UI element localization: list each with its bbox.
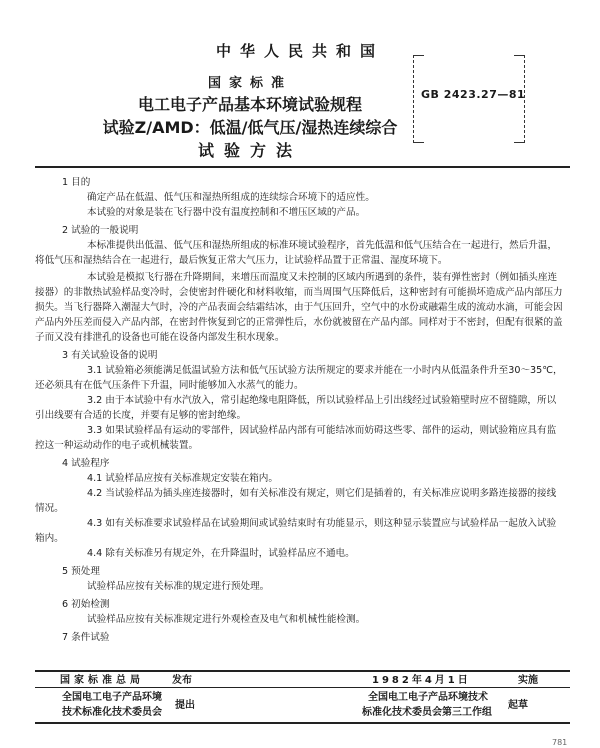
section-heading: 3 有关试验设备的说明 [62, 350, 158, 361]
section-heading: 5 预处理 [62, 566, 100, 577]
country-name: 中华人民共和国 [215, 42, 384, 60]
paragraph: 本试验的对象是装在飞行器中没有温度控制和不增压区域的产品。 [87, 207, 366, 218]
section-heading: 7 条件试验 [62, 632, 110, 643]
paragraph: 本试验是模拟飞行器在升降期间，来增压而温度又未控制的区域内所遇到的条件，装有弹性密封（例如插头座连接器）的非散热试验样品变冷时，会使密封件硬化和材料收缩，而当周围气压降低后，这种密封有可能损坏造成产品内部压力损失。当飞行器降入潮湿大气时，冷的产品表面会结霜结冰，由于气压回升，空气中的水份或融霜生成的流动水滴，可能会因产品内外压差而侵入产品内部，在密封件恢复到它的正常弹性后，水份就被留在产品内部。同样对于不密封，但配有很紧的盖子而又没有排泄孔的设备也可能在设备内部发生积水现象。 [35, 272, 563, 343]
standard-label: 国家标准 [207, 76, 292, 91]
drafter-line-1: 全国电工电子产品环境技术 [368, 692, 488, 703]
paragraph: 本标准提供出低温、低气压和湿热所组成的标准环境试验程序，首先低温和低气压结合在一起进行，然后升温，将低气压和湿热结合在一起进行，最后恢复正常大气压力，让试验样品置于正常温、湿度环境下。 [35, 240, 558, 266]
paragraph: 4.1 试验样品应按有关标准规定安装在箱内。 [87, 473, 278, 484]
document-body [35, 175, 565, 645]
section-heading: 4 试验程序 [62, 458, 110, 469]
box-corner [514, 142, 524, 143]
box-corner [514, 55, 524, 56]
paragraph: 确定产品在低温、低气压和湿热所组成的连续综合环境下的适应性。 [87, 192, 375, 203]
paragraph: 4.4 除有关标准另有规定外，在升降温时，试验样品应不通电。 [87, 548, 355, 559]
footer-divider-top [35, 670, 570, 672]
proposer-line-1: 全国电工电子产品环境 [62, 692, 162, 703]
effective-date: 1982年4月1日 [372, 675, 471, 686]
proposer-line-2: 技术标准化技术委员会 [62, 707, 162, 718]
title-line-1: 电工电子产品基本环境试验规程 [137, 95, 362, 114]
draft-label: 起草 [508, 700, 528, 711]
publisher: 国家标准总局 [60, 675, 144, 686]
page-number: 781 [552, 738, 568, 747]
footer-divider-mid [35, 687, 570, 688]
paragraph: 4.2 当试验样品为插头座连接器时，如有关标准没有规定，则它们是插着的，有关标准应说明多路连接器的接线情况。 [35, 488, 557, 514]
gb-code: GB 2423.27—81 [421, 88, 526, 101]
paragraph: 3.3 如果试验样品有运动的零部件，因试验样品内部有可能结冰而妨碍这些零、部件的运动，则试验箱应具有监控这一种运动动作的电子或机械装置。 [35, 425, 557, 451]
drafter-line-2: 标准化技术委员会第三工作组 [362, 707, 492, 718]
propose-label: 提出 [175, 700, 195, 711]
paragraph: 试验样品应按有关标准的规定进行预处理。 [87, 581, 270, 592]
box-corner [414, 55, 424, 56]
footer-divider-bottom [35, 722, 570, 724]
title-line-3: 试验方法 [197, 141, 302, 160]
section-heading: 2 试验的一般说明 [62, 225, 139, 236]
header-divider [35, 166, 570, 168]
paragraph: 4.3 如有关标准要求试验样品在试验期间或试验结束时有功能显示，则这种显示装置应与试验样品一起放入试验箱内。 [35, 518, 557, 544]
publish-label: 发布 [172, 675, 192, 686]
box-corner [414, 142, 424, 143]
section-heading: 6 初始检测 [62, 599, 110, 610]
paragraph: 3.1 试验箱必须能满足低温试验方法和低气压试验方法所规定的要求并能在一小时内从低温条件升至30～35℃，还必须具有在低气压条件下升温，同时能够加入水蒸气的能力。 [35, 365, 563, 391]
title-line-2: 试验Z/AMD：低温/低气压/湿热连续综合 [102, 118, 398, 137]
paragraph: 3.2 由于本试验中有水汽放入，常引起绝缘电阻降低，所以试验样品上引出线经过试验箱壁时应不留缝隙，所以引出线要有合适的长度，并要有足够的密封绝缘。 [35, 395, 557, 421]
effective-label: 实施 [518, 675, 538, 686]
section-heading: 1 目的 [62, 177, 91, 188]
paragraph: 试验样品应按有关标准规定进行外观检查及电气和机械性能检测。 [87, 614, 366, 625]
